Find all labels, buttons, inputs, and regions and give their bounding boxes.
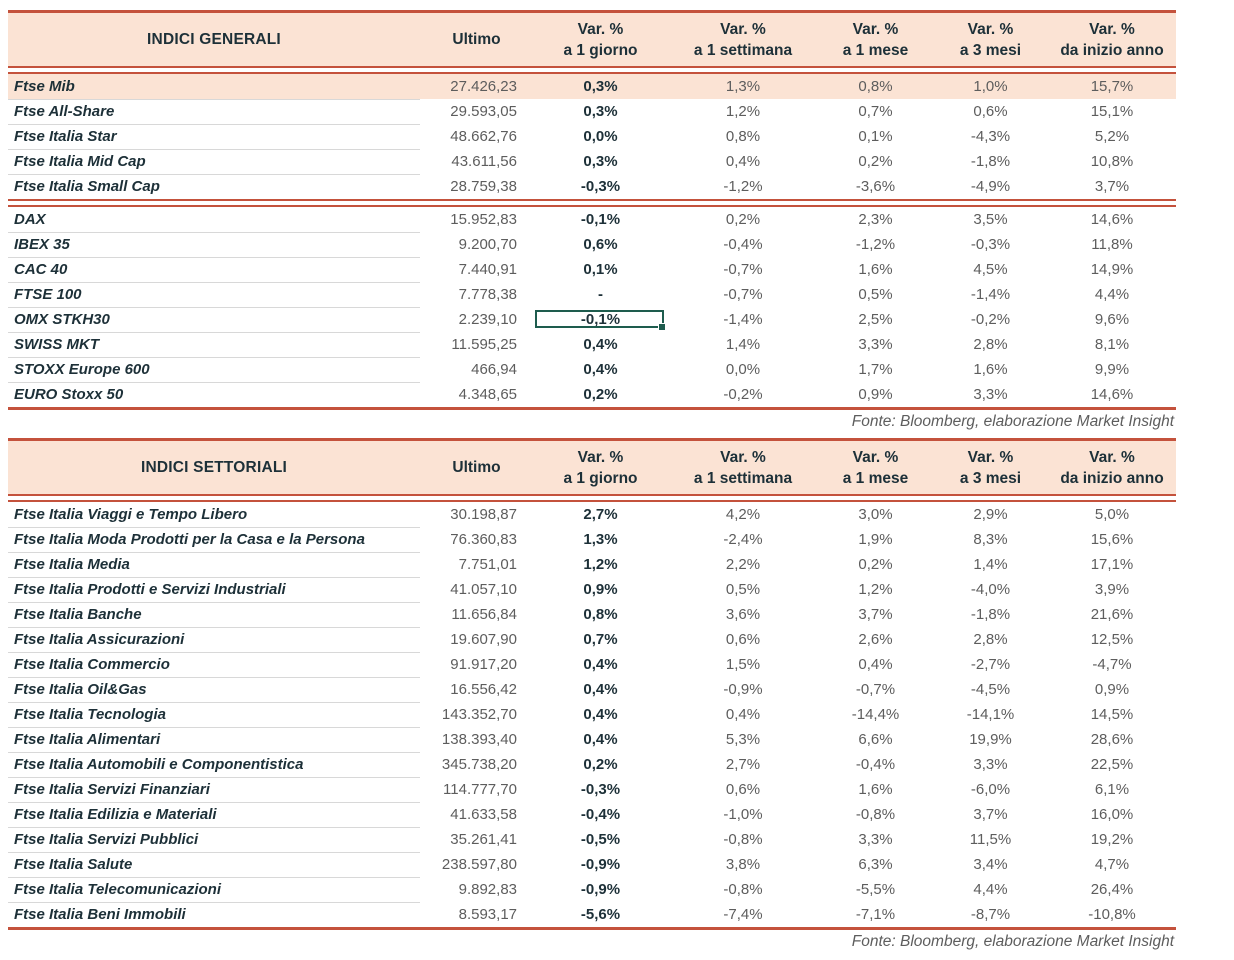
var-1w-cell[interactable]: 0,4% bbox=[725, 153, 761, 170]
var-3m-cell[interactable]: 1,4% bbox=[973, 556, 1008, 573]
var-ytd-cell[interactable]: 14,9% bbox=[1090, 261, 1134, 278]
var-1m-cell[interactable]: -0,4% bbox=[855, 756, 896, 773]
ultimo-cell[interactable]: 28.759,38 bbox=[450, 178, 517, 195]
ultimo-cell[interactable]: 4.348,65 bbox=[458, 386, 517, 403]
index-name-cell[interactable]: Ftse Italia Edilizia e Materiali bbox=[14, 806, 217, 823]
column-header[interactable]: Var. % a 1 giorno bbox=[563, 448, 638, 487]
var-3m-cell[interactable]: 2,9% bbox=[973, 506, 1008, 523]
column-header[interactable]: Var. % da inizio anno bbox=[1060, 20, 1164, 59]
var-1w-cell[interactable]: 0,5% bbox=[725, 581, 761, 598]
var-1d-cell[interactable]: 0,8% bbox=[583, 606, 618, 623]
var-3m-cell[interactable]: -6,0% bbox=[970, 781, 1011, 798]
table-row bbox=[8, 902, 1176, 927]
var-ytd-cell[interactable]: -10,8% bbox=[1088, 906, 1136, 923]
var-ytd-cell[interactable]: 9,6% bbox=[1094, 311, 1130, 328]
var-1w-cell[interactable]: 3,6% bbox=[725, 606, 761, 623]
ultimo-cell[interactable]: 91.917,20 bbox=[450, 656, 517, 673]
var-3m-cell[interactable]: -14,1% bbox=[966, 706, 1015, 723]
var-1w-cell[interactable]: -2,4% bbox=[723, 531, 763, 548]
var-1d-cell[interactable]: 0,3% bbox=[583, 78, 618, 95]
var-1w-cell[interactable]: 2,2% bbox=[725, 556, 761, 573]
ultimo-cell[interactable]: 15.952,83 bbox=[450, 211, 517, 228]
var-1m-cell[interactable]: 2,3% bbox=[858, 211, 893, 228]
var-1m-cell[interactable]: -1,2% bbox=[855, 236, 896, 253]
var-ytd-cell[interactable]: 14,5% bbox=[1090, 706, 1134, 723]
indici-settoriali-table bbox=[8, 438, 1176, 954]
var-1w-cell[interactable]: -0,2% bbox=[723, 386, 763, 403]
index-name-cell[interactable]: Ftse Italia Servizi Pubblici bbox=[14, 831, 199, 848]
table-row bbox=[8, 124, 1176, 149]
var-1d-cell[interactable]: 0,0% bbox=[583, 128, 618, 145]
var-1d-cell[interactable]: 0,2% bbox=[583, 756, 618, 773]
var-ytd-cell[interactable]: 17,1% bbox=[1090, 556, 1134, 573]
var-1w-cell[interactable]: 4,2% bbox=[725, 506, 761, 523]
var-1d-cell[interactable]: 0,7% bbox=[583, 631, 618, 648]
var-1d-cell[interactable]: 2,7% bbox=[583, 506, 618, 523]
var-1d-cell[interactable]: 0,3% bbox=[583, 103, 618, 120]
var-1d-cell[interactable]: 0,3% bbox=[583, 153, 618, 170]
var-1m-cell[interactable]: -0,7% bbox=[855, 681, 896, 698]
var-1d-cell[interactable]: -0,5% bbox=[580, 831, 621, 848]
var-ytd-cell[interactable]: 4,4% bbox=[1094, 286, 1130, 303]
var-ytd-cell[interactable]: 9,9% bbox=[1094, 361, 1130, 378]
var-3m-cell[interactable]: 3,7% bbox=[973, 806, 1008, 823]
var-1m-cell[interactable]: 0,4% bbox=[858, 656, 893, 673]
var-1m-cell[interactable]: 6,3% bbox=[858, 856, 893, 873]
ultimo-cell[interactable]: 345.738,20 bbox=[441, 756, 517, 773]
index-name-cell[interactable]: Ftse Italia Banche bbox=[14, 606, 142, 623]
var-1d-cell[interactable]: 0,9% bbox=[583, 581, 618, 598]
var-1d-cell[interactable]: 0,4% bbox=[583, 731, 618, 748]
table-row bbox=[8, 502, 1176, 527]
ultimo-cell[interactable]: 41.057,10 bbox=[450, 581, 517, 598]
var-ytd-cell[interactable]: 5,2% bbox=[1094, 128, 1130, 145]
var-3m-cell[interactable]: 8,3% bbox=[973, 531, 1008, 548]
header-row bbox=[8, 13, 1176, 66]
var-1m-cell[interactable]: 0,7% bbox=[858, 103, 893, 120]
var-ytd-cell[interactable]: 3,7% bbox=[1094, 178, 1130, 195]
group-double-rule bbox=[8, 199, 1176, 207]
index-name-cell[interactable]: Ftse Mib bbox=[14, 78, 75, 95]
ultimo-cell[interactable]: 7.440,91 bbox=[458, 261, 517, 278]
var-1w-cell[interactable]: 0,2% bbox=[725, 211, 761, 228]
var-3m-cell[interactable]: 3,3% bbox=[973, 386, 1008, 403]
var-3m-cell[interactable]: -8,7% bbox=[970, 906, 1011, 923]
var-3m-cell[interactable]: 3,3% bbox=[973, 756, 1008, 773]
var-1d-cell[interactable]: 0,4% bbox=[583, 681, 618, 698]
var-ytd-cell[interactable]: 15,6% bbox=[1090, 531, 1134, 548]
source-note: Fonte: Bloomberg, elaborazione Market Insight bbox=[851, 413, 1174, 430]
table-row bbox=[8, 357, 1176, 382]
table-row bbox=[8, 552, 1176, 577]
column-header[interactable]: Var. % a 3 mesi bbox=[959, 448, 1022, 487]
table-row bbox=[8, 602, 1176, 627]
var-1w-cell[interactable]: 1,5% bbox=[725, 656, 761, 673]
table-row bbox=[8, 332, 1176, 357]
var-1w-cell[interactable]: -1,0% bbox=[723, 806, 763, 823]
table-row bbox=[8, 702, 1176, 727]
index-name-cell[interactable]: FTSE 100 bbox=[14, 286, 82, 303]
var-1m-cell[interactable]: 1,6% bbox=[858, 781, 893, 798]
var-1m-cell[interactable]: 0,9% bbox=[858, 386, 893, 403]
var-1m-cell[interactable]: 3,3% bbox=[858, 336, 893, 353]
table-row bbox=[8, 827, 1176, 852]
var-3m-cell[interactable]: 1,6% bbox=[973, 361, 1008, 378]
var-ytd-cell[interactable]: 16,0% bbox=[1090, 806, 1134, 823]
index-name-cell[interactable]: Ftse Italia Salute bbox=[14, 856, 133, 873]
var-ytd-cell[interactable]: 6,1% bbox=[1094, 781, 1130, 798]
var-1m-cell[interactable]: 2,5% bbox=[858, 311, 893, 328]
index-name-cell[interactable]: EURO Stoxx 50 bbox=[14, 386, 124, 403]
var-3m-cell[interactable]: -4,9% bbox=[970, 178, 1011, 195]
table-row bbox=[8, 802, 1176, 827]
var-ytd-cell[interactable]: 14,6% bbox=[1090, 211, 1134, 228]
var-1d-cell[interactable]: - bbox=[598, 286, 603, 303]
index-name-cell[interactable]: Ftse Italia Telecomunicazioni bbox=[14, 881, 221, 898]
var-3m-cell[interactable]: 19,9% bbox=[969, 731, 1012, 748]
var-3m-cell[interactable]: 4,4% bbox=[973, 881, 1008, 898]
var-1d-cell[interactable]: 0,2% bbox=[583, 386, 618, 403]
ultimo-cell[interactable]: 9.892,83 bbox=[458, 881, 517, 898]
var-1m-cell[interactable]: 0,2% bbox=[858, 556, 893, 573]
var-3m-cell[interactable]: 4,5% bbox=[973, 261, 1008, 278]
ultimo-cell[interactable]: 9.200,70 bbox=[458, 236, 517, 253]
var-1w-cell[interactable]: -0,8% bbox=[723, 881, 763, 898]
var-1m-cell[interactable]: 1,2% bbox=[858, 581, 893, 598]
var-1d-cell[interactable]: -5,6% bbox=[580, 906, 621, 923]
column-header[interactable]: Var. % a 1 mese bbox=[842, 448, 909, 487]
var-3m-cell[interactable]: -0,2% bbox=[970, 311, 1011, 328]
var-3m-cell[interactable]: -1,8% bbox=[970, 606, 1011, 623]
var-3m-cell[interactable]: 0,6% bbox=[973, 103, 1008, 120]
var-3m-cell[interactable]: 11,5% bbox=[969, 831, 1012, 848]
column-header[interactable]: Var. % da inizio anno bbox=[1060, 448, 1164, 487]
var-1d-cell[interactable]: 0,4% bbox=[583, 656, 618, 673]
table-row bbox=[8, 174, 1176, 199]
var-1w-cell[interactable]: 3,8% bbox=[725, 856, 761, 873]
table-row bbox=[8, 777, 1176, 802]
var-1m-cell[interactable]: 0,2% bbox=[858, 153, 893, 170]
source-note: Fonte: Bloomberg, elaborazione Market Insight bbox=[851, 933, 1174, 950]
index-name-cell[interactable]: Ftse Italia Automobili e Componentistica bbox=[14, 756, 304, 773]
table-row bbox=[8, 527, 1176, 552]
ultimo-cell[interactable]: 76.360,83 bbox=[450, 531, 517, 548]
var-ytd-cell[interactable]: 21,6% bbox=[1090, 606, 1134, 623]
var-1w-cell[interactable]: 2,7% bbox=[725, 756, 761, 773]
var-3m-cell[interactable]: -4,0% bbox=[970, 581, 1011, 598]
table-row bbox=[8, 677, 1176, 702]
index-name-cell[interactable]: IBEX 35 bbox=[14, 236, 70, 253]
var-ytd-cell[interactable]: 26,4% bbox=[1090, 881, 1134, 898]
var-1w-cell[interactable]: -0,7% bbox=[723, 286, 763, 303]
var-1d-cell[interactable]: -0,1% bbox=[533, 311, 668, 328]
index-name-cell[interactable]: STOXX Europe 600 bbox=[14, 361, 150, 378]
var-1m-cell[interactable]: 3,0% bbox=[858, 506, 893, 523]
var-1d-cell[interactable]: -0,9% bbox=[580, 856, 621, 873]
column-header[interactable]: Var. % a 1 settimana bbox=[693, 448, 793, 487]
var-1w-cell[interactable]: -1,4% bbox=[723, 311, 763, 328]
indici-generali-table bbox=[8, 10, 1176, 434]
table-title-cell[interactable]: INDICI GENERALI bbox=[147, 31, 281, 48]
var-1m-cell[interactable]: -3,6% bbox=[855, 178, 896, 195]
index-name-cell[interactable]: Ftse Italia Commercio bbox=[14, 656, 170, 673]
table-row bbox=[8, 727, 1176, 752]
var-1w-cell[interactable]: -0,9% bbox=[723, 681, 763, 698]
table-row bbox=[8, 99, 1176, 124]
var-3m-cell[interactable]: -4,3% bbox=[970, 128, 1011, 145]
ultimo-cell[interactable]: 7.778,38 bbox=[458, 286, 517, 303]
table-title-cell[interactable]: INDICI SETTORIALI bbox=[140, 459, 288, 476]
column-header[interactable]: Var. % a 1 mese bbox=[842, 20, 909, 59]
var-1d-cell[interactable]: 0,4% bbox=[583, 336, 618, 353]
ultimo-cell[interactable]: 29.593,05 bbox=[450, 103, 517, 120]
var-1d-cell[interactable]: 0,4% bbox=[583, 706, 618, 723]
var-3m-cell[interactable]: -4,5% bbox=[970, 681, 1011, 698]
column-header[interactable]: Ultimo bbox=[452, 459, 501, 476]
ultimo-cell[interactable]: 30.198,87 bbox=[450, 506, 517, 523]
column-header[interactable]: Var. % a 3 mesi bbox=[959, 20, 1022, 59]
var-3m-cell[interactable]: 1,0% bbox=[973, 78, 1008, 95]
var-1m-cell[interactable]: -0,8% bbox=[855, 806, 896, 823]
table-row bbox=[8, 74, 1176, 99]
index-name-cell[interactable]: Ftse Italia Oil&Gas bbox=[14, 681, 147, 698]
var-1d-cell[interactable]: 0,6% bbox=[583, 236, 618, 253]
table-row bbox=[8, 652, 1176, 677]
var-1w-cell[interactable]: 0,6% bbox=[725, 631, 761, 648]
table-row bbox=[8, 149, 1176, 174]
var-1m-cell[interactable]: 2,6% bbox=[858, 631, 893, 648]
index-name-cell[interactable]: Ftse Italia Alimentari bbox=[14, 731, 161, 748]
ultimo-cell[interactable]: 11.595,25 bbox=[451, 336, 517, 353]
var-ytd-cell[interactable]: 15,1% bbox=[1090, 103, 1134, 120]
ultimo-cell[interactable]: 27.426,23 bbox=[450, 78, 517, 95]
index-name-cell[interactable]: Ftse Italia Star bbox=[14, 128, 117, 145]
var-1m-cell[interactable]: -7,1% bbox=[855, 906, 896, 923]
ultimo-cell[interactable]: 2.239,10 bbox=[458, 311, 517, 328]
var-ytd-cell[interactable]: 10,8% bbox=[1090, 153, 1134, 170]
ultimo-cell[interactable]: 8.593,17 bbox=[458, 906, 517, 923]
var-ytd-cell[interactable]: 15,7% bbox=[1090, 78, 1134, 95]
var-1m-cell[interactable]: 3,7% bbox=[858, 606, 893, 623]
index-name-cell[interactable]: CAC 40 bbox=[14, 261, 68, 278]
table-row bbox=[8, 627, 1176, 652]
var-ytd-cell[interactable]: 0,9% bbox=[1094, 681, 1130, 698]
var-3m-cell[interactable]: -0,3% bbox=[970, 236, 1011, 253]
table-row bbox=[8, 752, 1176, 777]
ultimo-cell[interactable]: 238.597,80 bbox=[441, 856, 517, 873]
index-name-cell[interactable]: Ftse Italia Media bbox=[14, 556, 130, 573]
var-3m-cell[interactable]: 3,5% bbox=[973, 211, 1008, 228]
table-body bbox=[8, 502, 1176, 927]
var-1w-cell[interactable]: 1,4% bbox=[725, 336, 761, 353]
index-name-cell[interactable]: Ftse Italia Assicurazioni bbox=[14, 631, 185, 648]
table-row bbox=[8, 382, 1176, 407]
var-1d-cell[interactable]: -0,3% bbox=[580, 781, 621, 798]
ultimo-cell[interactable]: 7.751,01 bbox=[458, 556, 517, 573]
ultimo-cell[interactable]: 35.261,41 bbox=[450, 831, 517, 848]
var-3m-cell[interactable]: 3,4% bbox=[973, 856, 1008, 873]
column-header[interactable]: Var. % a 1 giorno bbox=[563, 20, 638, 59]
var-1m-cell[interactable]: 0,5% bbox=[858, 286, 893, 303]
var-1w-cell[interactable]: 1,3% bbox=[725, 78, 761, 95]
var-1m-cell[interactable]: 1,9% bbox=[858, 531, 893, 548]
header-row bbox=[8, 441, 1176, 494]
var-1d-cell[interactable]: 0,4% bbox=[583, 361, 618, 378]
var-1w-cell[interactable]: 1,2% bbox=[725, 103, 761, 120]
var-1w-cell[interactable]: -0,8% bbox=[723, 831, 763, 848]
var-1w-cell[interactable]: 0,8% bbox=[725, 128, 761, 145]
table-row bbox=[8, 207, 1176, 232]
table-row bbox=[8, 577, 1176, 602]
ultimo-cell[interactable]: 16.556,42 bbox=[450, 681, 517, 698]
ultimo-cell[interactable]: 19.607,90 bbox=[450, 631, 517, 648]
var-1m-cell[interactable]: -14,4% bbox=[851, 706, 900, 723]
index-name-cell[interactable]: OMX STKH30 bbox=[14, 311, 110, 328]
var-1w-cell[interactable]: -7,4% bbox=[723, 906, 763, 923]
index-name-cell[interactable]: SWISS MKT bbox=[14, 336, 99, 353]
ultimo-cell[interactable]: 143.352,70 bbox=[441, 706, 517, 723]
ultimo-cell[interactable]: 114.777,70 bbox=[443, 781, 517, 798]
var-1m-cell[interactable]: -5,5% bbox=[855, 881, 896, 898]
var-1d-cell[interactable]: -0,9% bbox=[580, 881, 621, 898]
ultimo-cell[interactable]: 43.611,56 bbox=[451, 153, 517, 170]
var-1m-cell[interactable]: 1,6% bbox=[858, 261, 893, 278]
var-3m-cell[interactable]: 2,8% bbox=[973, 336, 1008, 353]
index-name-cell[interactable]: Ftse Italia Servizi Finanziari bbox=[14, 781, 210, 798]
table-row bbox=[8, 232, 1176, 257]
index-name-cell[interactable]: Ftse All-Share bbox=[14, 103, 115, 120]
index-name-cell[interactable]: Ftse Italia Tecnologia bbox=[14, 706, 166, 723]
var-ytd-cell[interactable]: 12,5% bbox=[1090, 631, 1134, 648]
ultimo-cell[interactable]: 466,94 bbox=[471, 361, 517, 378]
var-1d-cell[interactable]: -0,3% bbox=[580, 178, 621, 195]
var-ytd-cell[interactable]: -4,7% bbox=[1092, 656, 1132, 673]
index-name-cell[interactable]: Ftse Italia Moda Prodotti per la Casa e la Persona bbox=[14, 531, 365, 548]
var-1w-cell[interactable]: 0,4% bbox=[725, 706, 761, 723]
var-1d-cell[interactable]: 1,3% bbox=[583, 531, 618, 548]
var-ytd-cell[interactable]: 19,2% bbox=[1090, 831, 1134, 848]
var-3m-cell[interactable]: -2,7% bbox=[970, 656, 1011, 673]
var-1d-cell[interactable]: 1,2% bbox=[583, 556, 618, 573]
table-row bbox=[8, 257, 1176, 282]
var-ytd-cell[interactable]: 22,5% bbox=[1090, 756, 1134, 773]
ultimo-cell[interactable]: 48.662,76 bbox=[450, 128, 517, 145]
var-ytd-cell[interactable]: 3,9% bbox=[1094, 581, 1130, 598]
var-ytd-cell[interactable]: 5,0% bbox=[1094, 506, 1130, 523]
var-ytd-cell[interactable]: 4,7% bbox=[1094, 856, 1130, 873]
table-row bbox=[8, 877, 1176, 902]
header-double-rule bbox=[8, 494, 1176, 502]
index-name-cell[interactable]: Ftse Italia Prodotti e Servizi Industriali bbox=[14, 581, 286, 598]
var-1d-cell[interactable]: -0,4% bbox=[580, 806, 621, 823]
ultimo-cell[interactable]: 11.656,84 bbox=[451, 606, 517, 623]
index-name-cell[interactable]: Ftse Italia Viaggi e Tempo Libero bbox=[14, 506, 248, 523]
index-name-cell[interactable]: DAX bbox=[14, 211, 46, 228]
header-double-rule bbox=[8, 66, 1176, 74]
index-name-cell[interactable]: Ftse Italia Small Cap bbox=[14, 178, 160, 195]
index-name-cell[interactable]: Ftse Italia Beni Immobili bbox=[14, 906, 186, 923]
column-header[interactable]: Ultimo bbox=[452, 31, 501, 48]
table-row bbox=[8, 852, 1176, 877]
var-ytd-cell[interactable]: 28,6% bbox=[1090, 731, 1134, 748]
var-3m-cell[interactable]: -1,4% bbox=[970, 286, 1011, 303]
table-body bbox=[8, 74, 1176, 407]
table-row bbox=[8, 307, 1176, 332]
var-3m-cell[interactable]: -1,8% bbox=[970, 153, 1011, 170]
ultimo-cell[interactable]: 138.393,40 bbox=[441, 731, 517, 748]
var-1m-cell[interactable]: 0,8% bbox=[858, 78, 893, 95]
var-1m-cell[interactable]: 0,1% bbox=[858, 128, 893, 145]
var-ytd-cell[interactable]: 11,8% bbox=[1091, 236, 1133, 253]
var-ytd-cell[interactable]: 14,6% bbox=[1090, 386, 1134, 403]
ultimo-cell[interactable]: 41.633,58 bbox=[450, 806, 517, 823]
table-row bbox=[8, 282, 1176, 307]
var-1m-cell[interactable]: 3,3% bbox=[858, 831, 893, 848]
var-3m-cell[interactable]: 2,8% bbox=[973, 631, 1008, 648]
var-1w-cell[interactable]: 0,0% bbox=[725, 361, 761, 378]
var-1w-cell[interactable]: -0,7% bbox=[723, 261, 763, 278]
var-1m-cell[interactable]: 1,7% bbox=[858, 361, 893, 378]
var-1w-cell[interactable]: -0,4% bbox=[723, 236, 763, 253]
var-1w-cell[interactable]: 0,6% bbox=[725, 781, 761, 798]
var-1d-cell[interactable]: -0,1% bbox=[580, 211, 621, 228]
var-1d-cell[interactable]: 0,1% bbox=[583, 261, 618, 278]
var-ytd-cell[interactable]: 8,1% bbox=[1094, 336, 1130, 353]
column-header[interactable]: Var. % a 1 settimana bbox=[693, 20, 793, 59]
var-1m-cell[interactable]: 6,6% bbox=[858, 731, 893, 748]
index-name-cell[interactable]: Ftse Italia Mid Cap bbox=[14, 153, 146, 170]
var-1w-cell[interactable]: 5,3% bbox=[725, 731, 761, 748]
var-1w-cell[interactable]: -1,2% bbox=[723, 178, 763, 195]
